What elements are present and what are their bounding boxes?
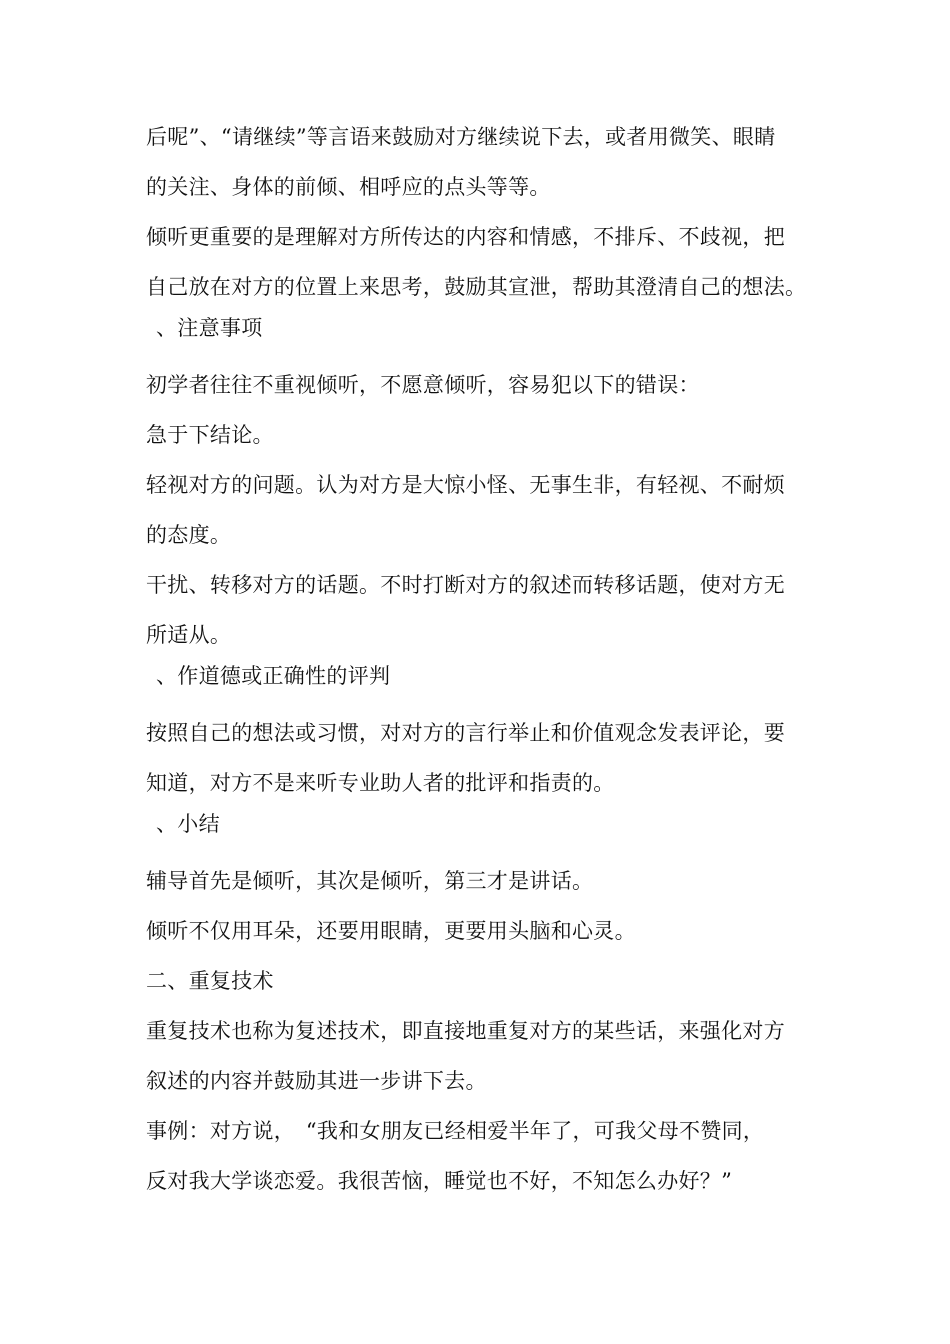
section-heading: 、小结 — [156, 812, 220, 836]
paragraph-line: 叙述的内容并鼓励其进一步讲下去。 — [146, 1069, 487, 1093]
paragraph-line: 的关注、身体的前倾、相呼应的点头等等。 — [146, 175, 551, 199]
paragraph-line: 倾听不仅用耳朵，还要用眼睛，更要用头脑和心灵。 — [146, 919, 636, 943]
paragraph-line: 按照自己的想法或习惯，对对方的言行举止和价值观念发表评论，要 — [146, 721, 785, 745]
example-line: 反对我大学谈恋爱。我很苦恼，睡觉也不好，不知怎么办好？” — [146, 1169, 733, 1193]
list-item: 轻视对方的问题。认为对方是大惊小怪、无事生非，有轻视、不耐烦 — [146, 473, 785, 497]
list-item: 干扰、转移对方的话题。不时打断对方的叙述而转移话题，使对方无 — [146, 573, 785, 597]
list-item: 急于下结论。 — [146, 423, 274, 447]
paragraph-line: 倾听更重要的是理解对方所传达的内容和情感，不排斥、不歧视，把 — [146, 225, 785, 249]
paragraph-line: 重复技术也称为复述技术，即直接地重复对方的某些话，来强化对方 — [146, 1019, 785, 1043]
paragraph-line: 后呢”、“请继续”等言语来鼓励对方继续说下去，或者用微笑、眼睛 — [146, 125, 776, 149]
paragraph-line: 辅导首先是倾听，其次是倾听，第三才是讲话。 — [146, 869, 594, 893]
paragraph-line: 所适从。 — [146, 623, 232, 647]
example-line: 事例：对方说， “我和女朋友已经相爱半年了，可我父母不赞同， — [146, 1119, 765, 1143]
section-heading: 、作道德或正确性的评判 — [156, 664, 391, 688]
paragraph-line: 自己放在对方的位置上来思考，鼓励其宣泄，帮助其澄清自己的想法。 — [146, 275, 807, 299]
paragraph-line: 的态度。 — [146, 523, 232, 547]
section-heading: 二、重复技术 — [146, 969, 274, 993]
paragraph-line: 初学者往往不重视倾听，不愿意倾听，容易犯以下的错误： — [146, 373, 700, 397]
paragraph-line: 知道，对方不是来听专业助人者的批评和指责的。 — [146, 771, 615, 795]
section-heading: 、注意事项 — [156, 316, 263, 340]
